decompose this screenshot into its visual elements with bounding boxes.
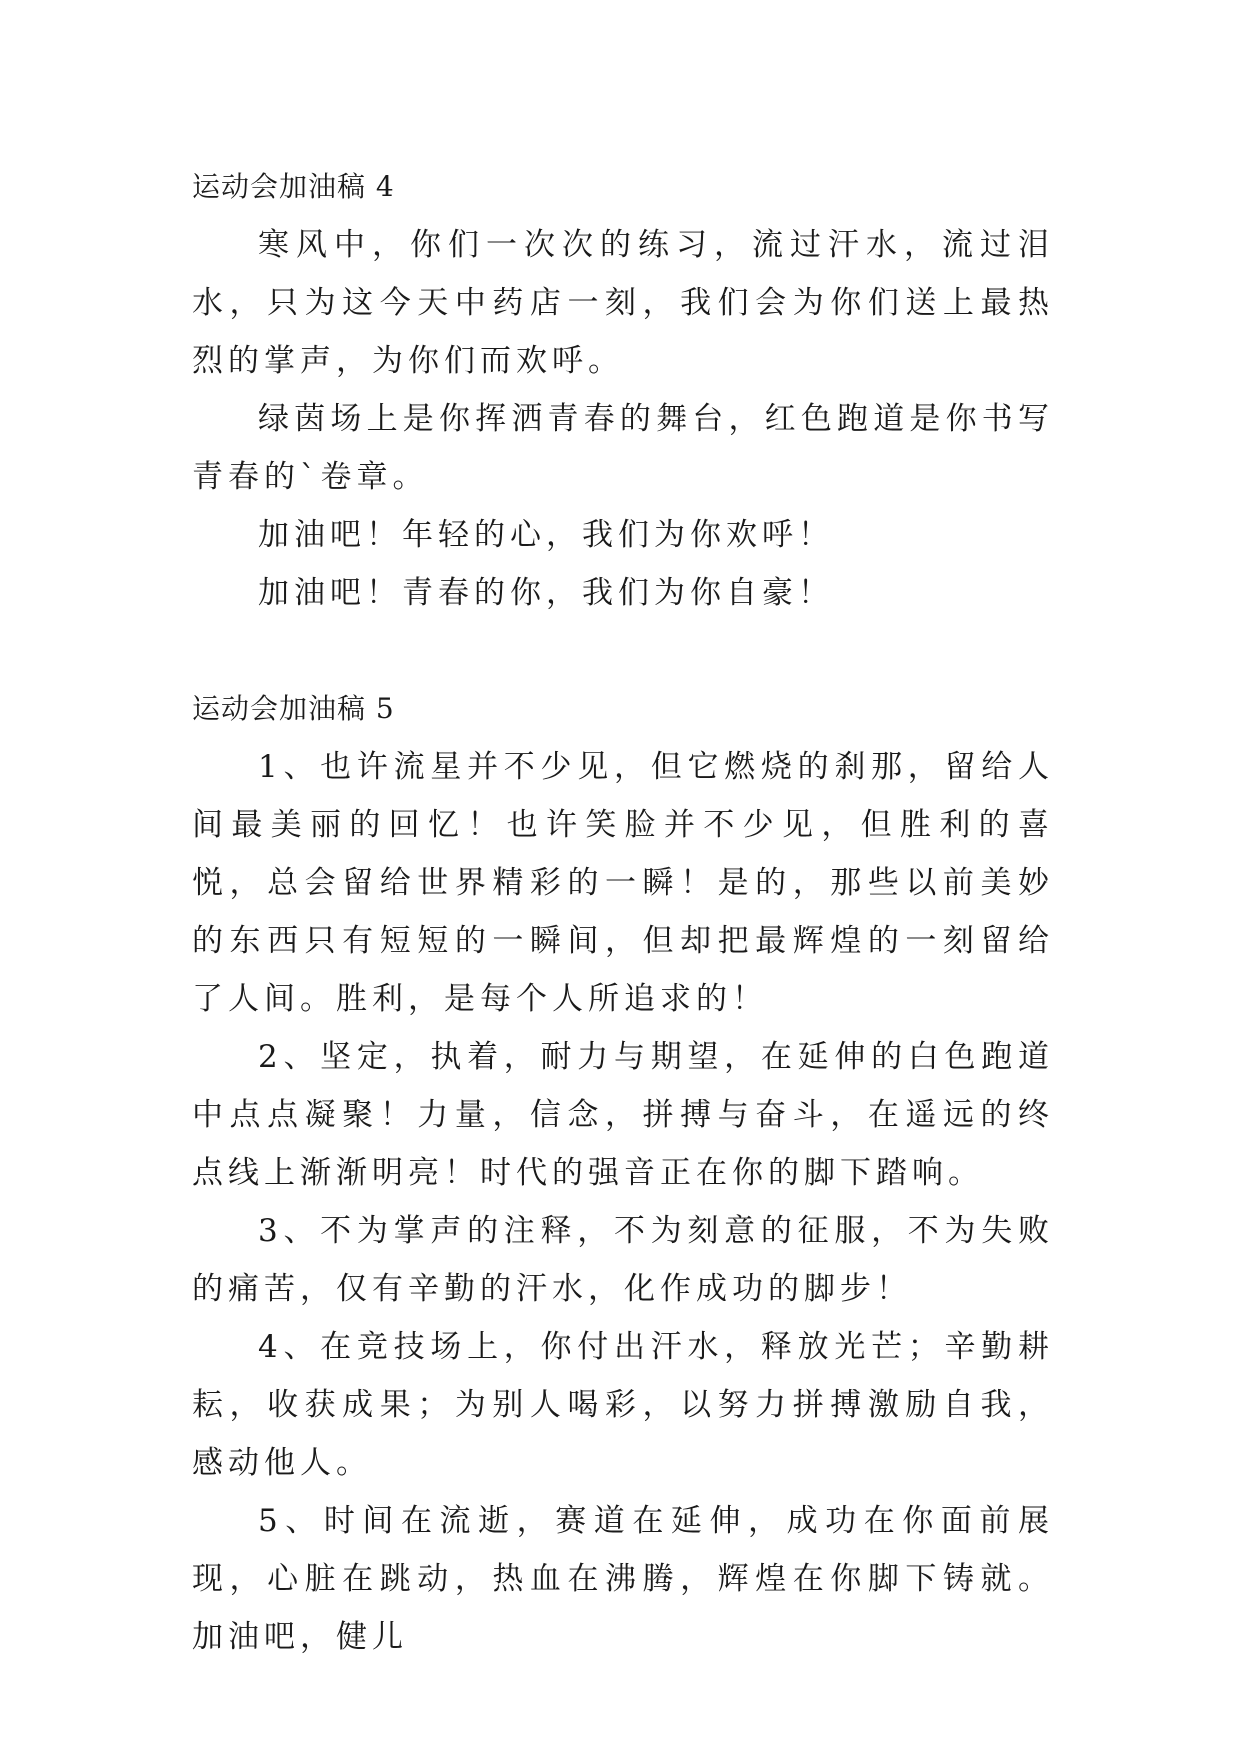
document-body: [192, 158, 1054, 1666]
paragraph: 加油吧！年轻的心，我们为你欢呼！: [258, 517, 834, 553]
paragraph: 寒风中，你们一次次的练习，流过汗水，流过泪水，只为这今天中药店一刻，我们会为你们送上最热烈的掌声，为你们而欢呼。: [192, 227, 1054, 379]
section-cheer-4: [192, 158, 1054, 622]
paragraph: 1、也许流星并不少见，但它燃烧的刹那，留给人间最美丽的回忆！也许笑脸并不少见，但胜利的喜悦，总会留给世界精彩的一瞬！是的，那些以前美妙的东西只有短短的一瞬间，但却把最辉煌的一刻留给了人间。胜利，是每个人所追求的！: [192, 749, 1054, 1017]
paragraph: 绿茵场上是你挥洒青春的舞台，红色跑道是你书写青春的`卷章。: [192, 401, 1054, 495]
section-cheer-5: [192, 680, 1054, 1666]
section-title: 运动会加油稿 4: [192, 170, 395, 203]
paragraph: 4、在竞技场上，你付出汗水，释放光芒；辛勤耕耘，收获成果；为别人喝彩，以努力拼搏激励自我，感动他人。: [192, 1329, 1054, 1481]
paragraph: 3、不为掌声的注释，不为刻意的征服，不为失败的痛苦，仅有辛勤的汗水，化作成功的脚步！: [192, 1213, 1054, 1307]
paragraph: 2、坚定，执着，耐力与期望，在延伸的白色跑道中点点凝聚！力量，信念，拼搏与奋斗，在遥远的终点线上渐渐明亮！时代的强音正在你的脚下踏响。: [192, 1039, 1054, 1191]
paragraph: 加油吧！青春的你，我们为你自豪！: [258, 575, 834, 611]
paragraph: 5、时间在流逝，赛道在延伸，成功在你面前展现，心脏在跳动，热血在沸腾，辉煌在你脚下铸就。加油吧，健儿: [192, 1503, 1054, 1655]
section-title: 运动会加油稿 5: [192, 692, 395, 725]
